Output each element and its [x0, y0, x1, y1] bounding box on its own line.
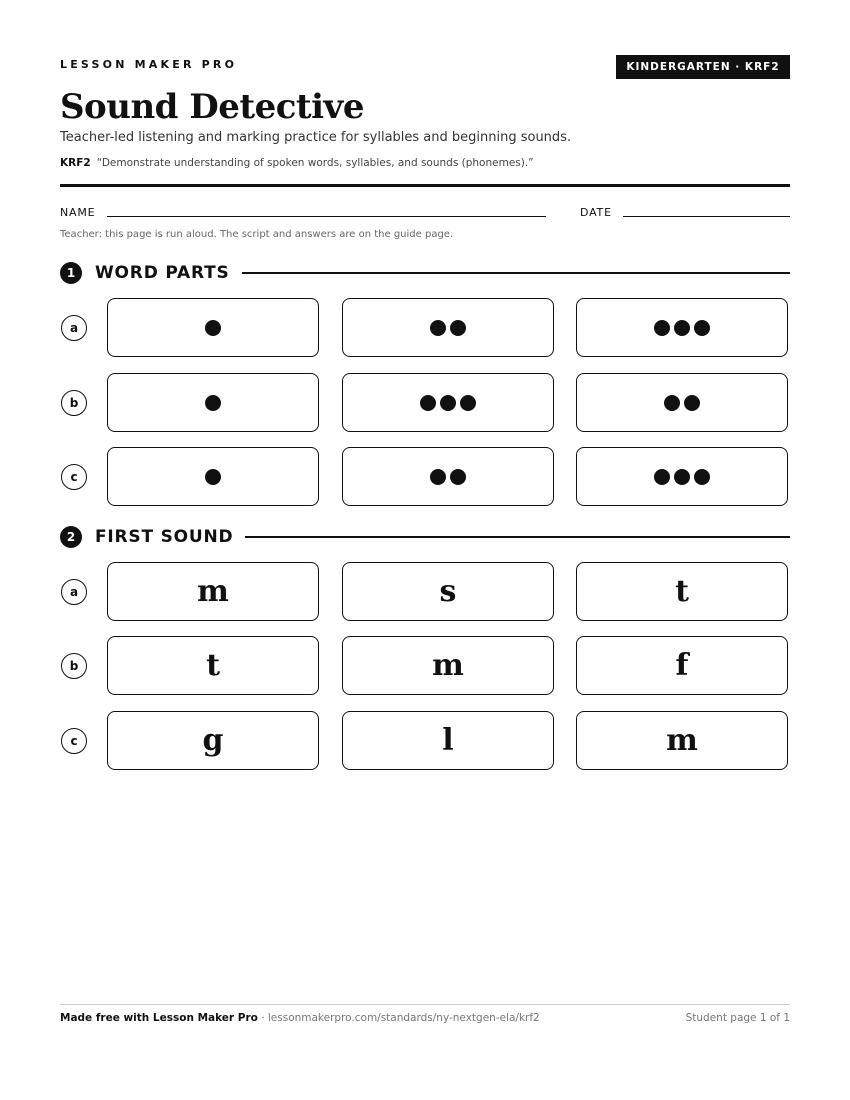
date-field[interactable] — [623, 216, 790, 217]
letter-choice: m — [197, 573, 229, 609]
letter-choice: l — [442, 722, 454, 758]
syllable-card[interactable] — [107, 447, 319, 506]
standard-text: “Demonstrate understanding of spoken words, syllables, and sounds (phonemes).” — [96, 157, 534, 169]
date-label: DATE — [580, 206, 612, 219]
section-title: WORD PARTS — [95, 263, 230, 283]
section-first-sound-header — [60, 525, 790, 549]
row-label: a — [61, 579, 87, 605]
section-number: 2 — [60, 526, 82, 548]
syllable-dot — [450, 320, 466, 336]
syllable-dot — [684, 395, 700, 411]
syllable-dot — [430, 320, 446, 336]
section-number: 1 — [60, 262, 82, 284]
name-label: NAME — [60, 206, 96, 219]
syllable-card[interactable] — [107, 298, 319, 357]
teacher-note: Teacher: this page is run aloud. The script and answers are on the guide page. — [60, 229, 454, 240]
syllable-dot — [205, 320, 221, 336]
standard-line — [60, 157, 534, 169]
section-divider — [242, 272, 790, 274]
syllable-card[interactable] — [342, 373, 554, 432]
letter-card[interactable] — [576, 711, 788, 770]
footer-separator: · — [257, 1012, 268, 1024]
letter-choice: m — [432, 647, 464, 683]
letter-choice: t — [675, 573, 689, 609]
syllable-card[interactable] — [107, 373, 319, 432]
grade-badge: KINDERGARTEN · KRF2 — [616, 55, 790, 79]
page-title: Sound Detective — [60, 87, 364, 127]
syllable-dot — [460, 395, 476, 411]
standard-code: KRF2 — [60, 157, 91, 169]
row-label: b — [61, 653, 87, 679]
section-title: FIRST SOUND — [95, 527, 234, 547]
letter-choice: m — [666, 722, 698, 758]
syllable-card[interactable] — [576, 447, 788, 506]
section-divider — [245, 536, 790, 538]
section-word-parts-header — [60, 261, 790, 285]
row-label: c — [61, 728, 87, 754]
letter-card[interactable] — [342, 562, 554, 621]
letter-choice: t — [206, 647, 220, 683]
page-subtitle: Teacher-led listening and marking practice for syllables and beginning sounds. — [60, 130, 572, 145]
row-label: a — [61, 315, 87, 341]
header-divider — [60, 184, 790, 187]
syllable-card[interactable] — [576, 373, 788, 432]
footer-credit — [60, 1012, 540, 1024]
syllable-dot — [205, 469, 221, 485]
footer-url[interactable]: lessonmakerpro.com/standards/ny-nextgen-ela/krf2 — [267, 1012, 540, 1024]
footer-made-with: Made free with Lesson Maker Pro — [60, 1012, 258, 1024]
letter-choice: s — [439, 573, 457, 609]
letter-card[interactable] — [107, 711, 319, 770]
syllable-dot — [654, 469, 670, 485]
letter-card[interactable] — [107, 636, 319, 695]
syllable-dot — [664, 395, 680, 411]
syllable-card[interactable] — [576, 298, 788, 357]
syllable-dot — [694, 320, 710, 336]
letter-card[interactable] — [576, 636, 788, 695]
letter-card[interactable] — [576, 562, 788, 621]
letter-card[interactable] — [107, 562, 319, 621]
syllable-dot — [205, 395, 221, 411]
letter-choice: g — [202, 722, 224, 758]
brand-name: LESSON MAKER PRO — [60, 58, 238, 71]
letter-card[interactable] — [342, 636, 554, 695]
row-label: c — [61, 464, 87, 490]
syllable-dot — [654, 320, 670, 336]
letter-choice: f — [675, 647, 689, 683]
syllable-card[interactable] — [342, 447, 554, 506]
syllable-dot — [430, 469, 446, 485]
syllable-dot — [440, 395, 456, 411]
syllable-card[interactable] — [342, 298, 554, 357]
syllable-dot — [420, 395, 436, 411]
syllable-dot — [694, 469, 710, 485]
footer-divider — [60, 1004, 790, 1005]
name-field[interactable] — [107, 216, 546, 217]
letter-card[interactable] — [342, 711, 554, 770]
row-label: b — [61, 390, 87, 416]
syllable-dot — [674, 320, 690, 336]
footer-page-number: Student page 1 of 1 — [685, 1012, 790, 1024]
syllable-dot — [674, 469, 690, 485]
syllable-dot — [450, 469, 466, 485]
